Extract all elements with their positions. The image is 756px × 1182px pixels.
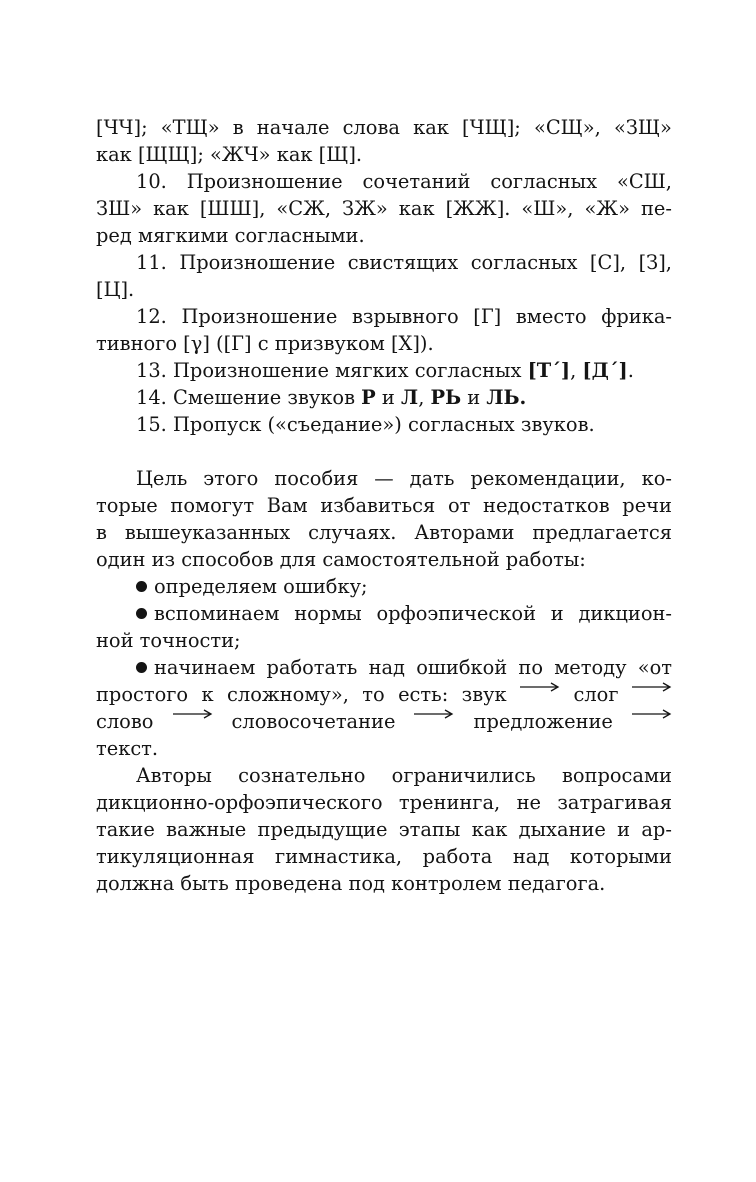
word: не [516, 791, 541, 814]
word: недостатков [483, 494, 610, 517]
long-right-arrow-icon [414, 708, 454, 720]
word: к [201, 683, 214, 706]
word: как [153, 197, 189, 220]
word: гимнастика, [275, 845, 403, 868]
word: пособия [274, 467, 359, 490]
word: — [374, 467, 394, 490]
word: дыхание [518, 818, 606, 841]
line-16: один из способов для самостоятельной работы: [96, 548, 586, 571]
word: сложному», [227, 683, 349, 706]
word: и [550, 602, 564, 625]
word: простого [96, 683, 189, 706]
word: Произношение [179, 251, 336, 274]
line-19: ной точности; [96, 629, 241, 652]
word: [ШШ], [199, 197, 266, 220]
line-23: текст. [96, 737, 159, 760]
word: этого [203, 467, 259, 490]
long-right-arrow-icon [520, 681, 560, 693]
word: дикцион- [578, 602, 672, 625]
word: по [518, 656, 544, 679]
list-item-14: 14. Смешение звуков Р и Л, РЬ и ЛЬ. [136, 386, 527, 409]
word: вопросами [561, 764, 672, 787]
word: Произношение [181, 305, 338, 328]
word: ЗШ» [96, 197, 143, 220]
word: случаях. [308, 521, 397, 544]
line-7: [Ц]. [96, 278, 135, 301]
word: свистящих [347, 251, 459, 274]
word: Вам [266, 494, 308, 517]
word: 12. [136, 305, 167, 328]
word: дать [409, 467, 455, 490]
word: взрывного [351, 305, 459, 328]
word: начинаем [154, 656, 256, 679]
word: как [471, 818, 508, 841]
word: ар- [641, 818, 672, 841]
bullet-dot-icon [136, 662, 147, 673]
word: 10. [136, 170, 167, 193]
word: ко- [641, 467, 672, 490]
word: фрика- [601, 305, 672, 328]
word: как [413, 116, 449, 139]
long-right-arrow-icon [173, 708, 213, 720]
word: и [617, 818, 631, 841]
word: дикционно-орфоэпического [96, 791, 383, 814]
line-21 [96, 681, 672, 708]
word: предыдущие [257, 818, 388, 841]
word: «от [637, 656, 672, 679]
word: Авторы [136, 764, 212, 787]
word: такие [96, 818, 155, 841]
word: затрагивая [557, 791, 672, 814]
word: 11. [136, 251, 167, 274]
word: речи [622, 494, 672, 517]
long-right-arrow-icon [632, 708, 672, 720]
line-22 [96, 708, 672, 735]
word: Произношение [186, 170, 343, 193]
line-14 [96, 492, 672, 519]
word: [ЧЩ]; [462, 116, 521, 139]
word: «Ж» [584, 197, 630, 220]
word: которыми [569, 845, 672, 868]
word: методу [554, 656, 627, 679]
word: «Ш», [521, 197, 574, 220]
word: слог [573, 683, 619, 706]
word: [ЧЧ]; [96, 116, 148, 139]
bullet-item-1: определяем ошибку; [96, 573, 672, 600]
line-4 [96, 195, 672, 222]
line-9: тивного [γ] ([Г] с призвуком [Х]). [96, 332, 434, 355]
word: в [96, 521, 107, 544]
word: орфоэпической [376, 602, 536, 625]
word: [ЖЖ]. [445, 197, 511, 220]
word: над [512, 845, 550, 868]
word: «ЗЩ» [613, 116, 672, 139]
word: словосочетание [231, 710, 396, 733]
long-right-arrow-icon [632, 681, 672, 693]
word: [Г] [473, 305, 502, 328]
word: тикуляционная [96, 845, 255, 868]
word: сочетаний [362, 170, 471, 193]
line-2: как [ЩЩ]; «ЖЧ» как [Щ]. [96, 143, 363, 166]
word: согласных [470, 251, 578, 274]
word: этапы [398, 818, 461, 841]
word: слово [96, 710, 154, 733]
word: есть: [398, 683, 449, 706]
line-1 [96, 114, 672, 141]
word: [З], [638, 251, 672, 274]
bullet-dot-icon [136, 581, 147, 592]
word: нормы [294, 602, 362, 625]
bullet-item-3 [96, 654, 672, 681]
word: как [398, 197, 435, 220]
paragraph-gap [96, 438, 672, 465]
word: то [362, 683, 385, 706]
bullet-item-2 [96, 600, 672, 627]
word: Цель [136, 467, 188, 490]
page-text [96, 114, 672, 897]
word: «СЩ», [533, 116, 601, 139]
bulleted-word [136, 600, 279, 627]
word: от [447, 494, 471, 517]
word: ошибкой [416, 656, 508, 679]
word: вспоминаем [154, 602, 280, 625]
word: «СШ, [616, 170, 672, 193]
line-28: должна быть проведена под контролем педагога. [96, 872, 606, 895]
word: согласных [490, 170, 598, 193]
line-25 [96, 789, 672, 816]
line-5: ред мягкими согласными. [96, 224, 365, 247]
word: [С], [589, 251, 627, 274]
word: ограничились [391, 764, 536, 787]
word: сознательно [238, 764, 366, 787]
word: звук [461, 683, 507, 706]
word: важные [166, 818, 247, 841]
bullet-dot-icon [136, 608, 147, 619]
word: работа [422, 845, 493, 868]
word: над [368, 656, 405, 679]
list-item-13: 13. Произношение мягких согласных [Т´], [Д´]. [136, 359, 634, 382]
line-15 [96, 519, 672, 546]
word: рекомендации, [470, 467, 626, 490]
list-item-12 [96, 303, 672, 330]
word: избавиться [320, 494, 436, 517]
word: работать [266, 656, 358, 679]
line-24 [96, 762, 672, 789]
word: торые [96, 494, 158, 517]
word: предлагается [532, 521, 672, 544]
word: «ТЩ» [160, 116, 220, 139]
word: тренинга, [398, 791, 501, 814]
list-item-11 [96, 249, 672, 276]
word: Авторами [414, 521, 515, 544]
word: пе- [640, 197, 672, 220]
word: ЗЖ» [342, 197, 388, 220]
word: слова [342, 116, 400, 139]
word: помогут [170, 494, 255, 517]
line-13 [96, 465, 672, 492]
list-item-10 [96, 168, 672, 195]
list-item-15: 15. Пропуск («съедание») согласных звуков. [136, 413, 595, 436]
word: в [232, 116, 244, 139]
line-27 [96, 843, 672, 870]
word: предложение [473, 710, 613, 733]
word: начале [256, 116, 330, 139]
bulleted-word [136, 654, 255, 681]
word: «СЖ, [276, 197, 332, 220]
word: вышеуказанных [124, 521, 291, 544]
line-26 [96, 816, 672, 843]
word: вместо [515, 305, 587, 328]
